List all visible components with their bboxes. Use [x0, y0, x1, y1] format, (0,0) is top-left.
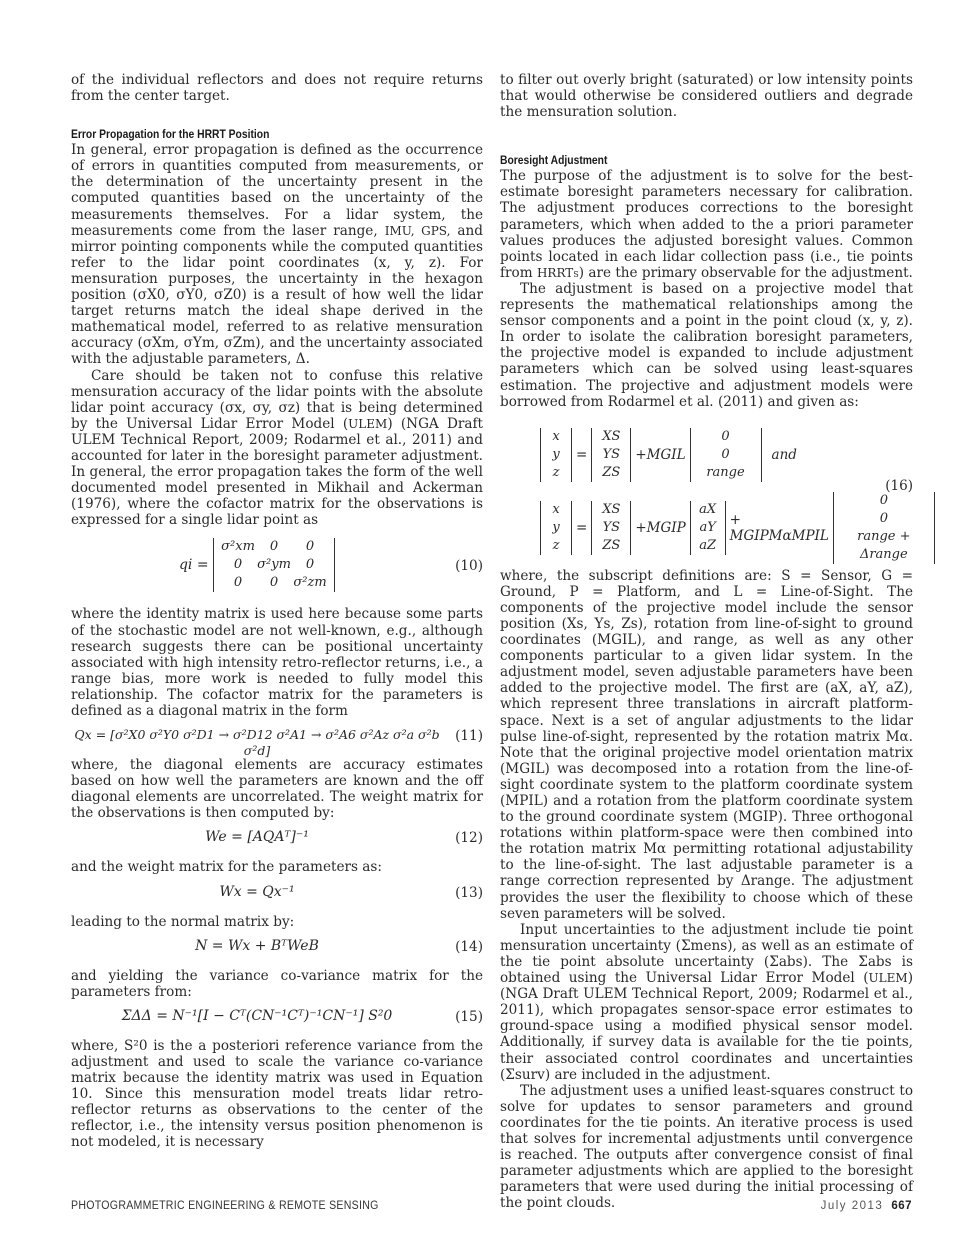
equation-16-row-1-vector-cell: range: [706, 464, 745, 480]
paragraph-error-propagation-2: Care should be taken not to confuse this relative mensuration accuracy of the lidar points with the absolute lidar point accuracy (σx, σy, σz) that is being determined by the Universal Lidar Error Model (ULEM) (NGA Draft ULEM Technical Report, 2009; Rodarmel et al., 2011) and accounted for later in the boresight parameter adjustment. In general, the error propagation takes the form of the well documented model presented in Mikhail and Ackerman (1976), where the cofactor matrix for the observations is expressed for a single lidar point as: [71, 367, 483, 529]
equation-16-row-2-translation-cell: aY: [699, 519, 716, 535]
paragraph-boresight-purpose: The purpose of the adjustment is to solve for the best-estimate boresight parameters necessary for calibration. The adjustment produces corrections to the boresight parameters, which when added to the a priori parameter values produces the adjusted boresight values. Common points located in each lidar collection pass (i.e., tie points from HRRTs) are the primary observable for the adjustment.: [500, 168, 913, 281]
equation-11: Qx = [σ²X0 σ²Y0 σ²D1 → σ²D12 σ²A1 → σ²A6 σ²Az σ²a σ²b σ²d] (11): [74, 727, 483, 759]
equation-14-number: (14): [455, 938, 483, 955]
equation-16-row-2-lhs-cell: y: [552, 519, 560, 535]
paragraph-normal-matrix: leading to the normal matrix by:: [71, 913, 295, 930]
equation-10-number: (10): [455, 558, 483, 575]
equation-16: [500, 424, 913, 560]
equation-15-number: (15): [455, 1008, 483, 1025]
paragraph-variance-covariance: and yielding the variance co-variance matrix for the parameters from:: [71, 967, 483, 1000]
equation-16-row-1-lhs-cell: x: [552, 428, 560, 444]
page-number: 667: [891, 1200, 912, 1212]
equation-16-row-1-vector-cell: 0: [721, 428, 730, 444]
equation-16-row-2: x y z = XS YS ZS +MGIP aX aY aZ + MGIPMαMPIL 0 0 range + Δrange: [540, 492, 935, 564]
paragraph-projective-model: The adjustment is based on a projective model that represents the mathematical relationships among the sensor components and a point in the point cloud (x, y, z). In order to isolate the calibration boresight parameters, the projective model is expanded to include adjustment parameters which can be solved using least-squares estimation. The projective and adjustment models were borrowed from Rodarmel et al. (2011) and given as:: [500, 280, 913, 410]
equation-10-matrix-cell: 0: [233, 575, 243, 591]
paragraph-error-propagation-1: In general, error propagation is defined as the occurrence of errors in quantities computed from measurements, or the determination of the uncertainty present in the computed quantities based on the uncertainty of the measurements themselves. For a lidar system, the measurements come from the laser range, IMU, GPS, and mirror pointing components while the computed quantities refer to the lidar point coordinates (x, y, z). For mensuration purposes, the uncertainty in the hexagon position (σX0, σY0, σZ0) is a result of how well the lidar target returns match the ideal shape derived in the mathematical model, referred to as relative mensuration accuracy (σXm, σYm, σZm), and the uncertainty associated with the adjustable parameters, Δ.: [71, 142, 483, 368]
equation-11-number: (11): [455, 728, 483, 745]
equation-12-number: (12): [455, 830, 483, 847]
equation-13: Wx = Qx⁻¹ (13): [219, 883, 483, 901]
equation-10-lhs: qi =: [178, 557, 209, 574]
equation-10-matrix-cell: 0: [233, 557, 243, 573]
equation-10-matrix-cell: σ²ym: [257, 557, 291, 573]
equation-16-row-2-sensor-cell: XS: [602, 501, 621, 517]
equation-10-matrix-cell: σ²zm: [293, 575, 327, 591]
equation-16-row-1-lhs-cell: z: [552, 464, 560, 480]
paragraph-subscript-definitions: where, the subscript definitions are: S = Sensor, G = Ground, P = Platform, and L = Line-of-Sight. The components of the projective model include the sensor position (Xs, Ys, Zs), rotation from line-of-sight to ground coordinates (MGIL), and range, as well as any other components particular to a given lidar system. In the adjustment model, seven adjustable parameters have been added to the projective model. The first are (aX, aY, aZ), which represent three translations in aircraft platform-space. Next is a set of angular adjustments to the lidar pulse line-of-sight, represented by the rotation matrix Mα. Note that the original projective model orientation matrix (MGIL) was decomposed into a rotation from the line-of-sight coordinate system to the platform coordinate system (MPIL) and a rotation from the platform coordinate system to the ground coordinate system (MGIP). Three orthogonal rotations within platform-space were then combined into the rotation matrix Mα permitting rotational adjustability to the line-of-sight. The last adjustable parameter is a range correction represented by Δrange. The adjustment provides the user the flexibility to choose which of these seven parameters will be solved.: [500, 567, 913, 922]
equation-16-row-2-lhs-cell: z: [552, 537, 560, 553]
footer-journal-name: PHOTOGRAMMETRIC ENGINEERING & REMOTE SENSING: [71, 1200, 379, 1212]
paragraph-reference-variance: where, S²0 is the a posteriori reference variance from the adjustment and used to scale the variance co-variance matrix because the identity matrix was used in Equation 10. Since this mensuration model treats lidar retro-reflector returns as observations to the center of the reflector, i.e., the intensity versus position phenomenon is not modeled, it is necessary: [71, 1037, 483, 1151]
footer-date: July 2013: [820, 1200, 884, 1212]
paragraph-least-squares: The adjustment uses a unified least-squares construct to solve for updates to sensor parameters and ground coordinates for the tie points. An iterative process is used that solves for incremental adjustments until convergence is reached. The outputs after convergence consist of final parameter adjustments which are applied to the boresight parameters that were used during the initial processing of the point clouds.: [500, 1082, 913, 1212]
equation-13-number: (13): [455, 884, 483, 901]
paragraph-diagonal-elements: where, the diagonal elements are accuracy estimates based on how well the parameters are known and the off diagonal elements are uncorrelated. The weight matrix for the observations is then computed by:: [71, 757, 483, 822]
equation-16-number: (16): [885, 477, 913, 494]
section-heading-error-propagation: Error Propagation for the HRRT Position: [71, 127, 270, 142]
equation-14: N = Wx + BᵀWeB (14): [195, 937, 483, 955]
equation-10-matrix-cell: 0: [269, 539, 279, 555]
equation-16-row-2-sensor-cell: YS: [602, 519, 621, 535]
right-intro-paragraph: to filter out overly bright (saturated) or low intensity points that would otherwise be considered outliers and degrade the mensuration solution.: [500, 72, 913, 121]
left-intro-paragraph: of the individual reflectors and does not require returns from the center target.: [71, 72, 483, 105]
paragraph-input-uncertainties: Input uncertainties to the adjustment include tie point mensuration uncertainty (Σmens), as well as an estimate of the tie point absolute uncertainty (Σabs). The Σabs is obtained using the Universal Lidar Error Model (ULEM) (NGA Draft ULEM Technical Report, 2009; Rodarmel et al., 2011), which propagates sensor-space error estimates to ground-space using a modified physical sensor model. Additionally, if survey data is available for the tie points, their associated control coordinates and uncertainties (Σsurv) are included in the adjustment.: [500, 921, 913, 1083]
equation-10: [71, 534, 483, 600]
equation-10-matrix-cell: 0: [269, 575, 279, 591]
equation-16-row-2-vector-cell: 0: [879, 492, 888, 508]
equation-16-row-1: x y z = XS YS ZS +MGIL 0 0 range and: [540, 428, 797, 482]
equation-10-matrix-cell: 0: [305, 539, 315, 555]
section-heading-boresight-adjustment: Boresight Adjustment: [500, 153, 608, 168]
left-column: [71, 72, 483, 1151]
equation-16-row-2-lhs-cell: x: [552, 501, 560, 517]
equation-16-row-1-sensor-cell: XS: [602, 428, 621, 444]
equation-10-matrix-cell: 0: [305, 557, 315, 573]
equation-16-row-2-sensor-cell: ZS: [602, 537, 621, 553]
paragraph-identity-matrix: where the identity matrix is used here because some parts of the stochastic model are not well-known, e.g., although research suggests there can be positional uncertainty associated with high intensity retro-reflector returns, i.e., a range bias, more work is needed to fully model this relationship. The cofactor matrix for the parameters is defined as a diagonal matrix in the form: [71, 606, 483, 719]
equation-16-row-1-vector-cell: 0: [721, 446, 730, 462]
paragraph-weight-matrix: and the weight matrix for the parameters as:: [71, 859, 382, 876]
right-column: [500, 72, 913, 1211]
equation-16-row-2-translation-cell: aZ: [699, 537, 717, 553]
equation-10-matrix: [213, 538, 335, 592]
equation-16-row-2-vector-cell: 0: [879, 510, 888, 526]
equation-15: ΣΔΔ = N⁻¹[I − Cᵀ(CN⁻¹Cᵀ)⁻¹CN⁻¹] S²0 (15): [121, 1007, 483, 1025]
equation-16-row-2-translation-cell: aX: [699, 501, 717, 517]
equation-16-row-1-sensor-cell: YS: [602, 446, 621, 462]
equation-12: We = [AQAᵀ]⁻¹ (12): [205, 829, 483, 847]
equation-16-row-1-sensor-cell: ZS: [602, 464, 621, 480]
equation-16-row-1-lhs-cell: y: [552, 446, 560, 462]
equation-10-matrix-cell: σ²xm: [221, 539, 255, 555]
equation-16-row-2-vector-cell: range + Δrange: [857, 528, 911, 562]
footer-date-page: [821, 1200, 912, 1212]
